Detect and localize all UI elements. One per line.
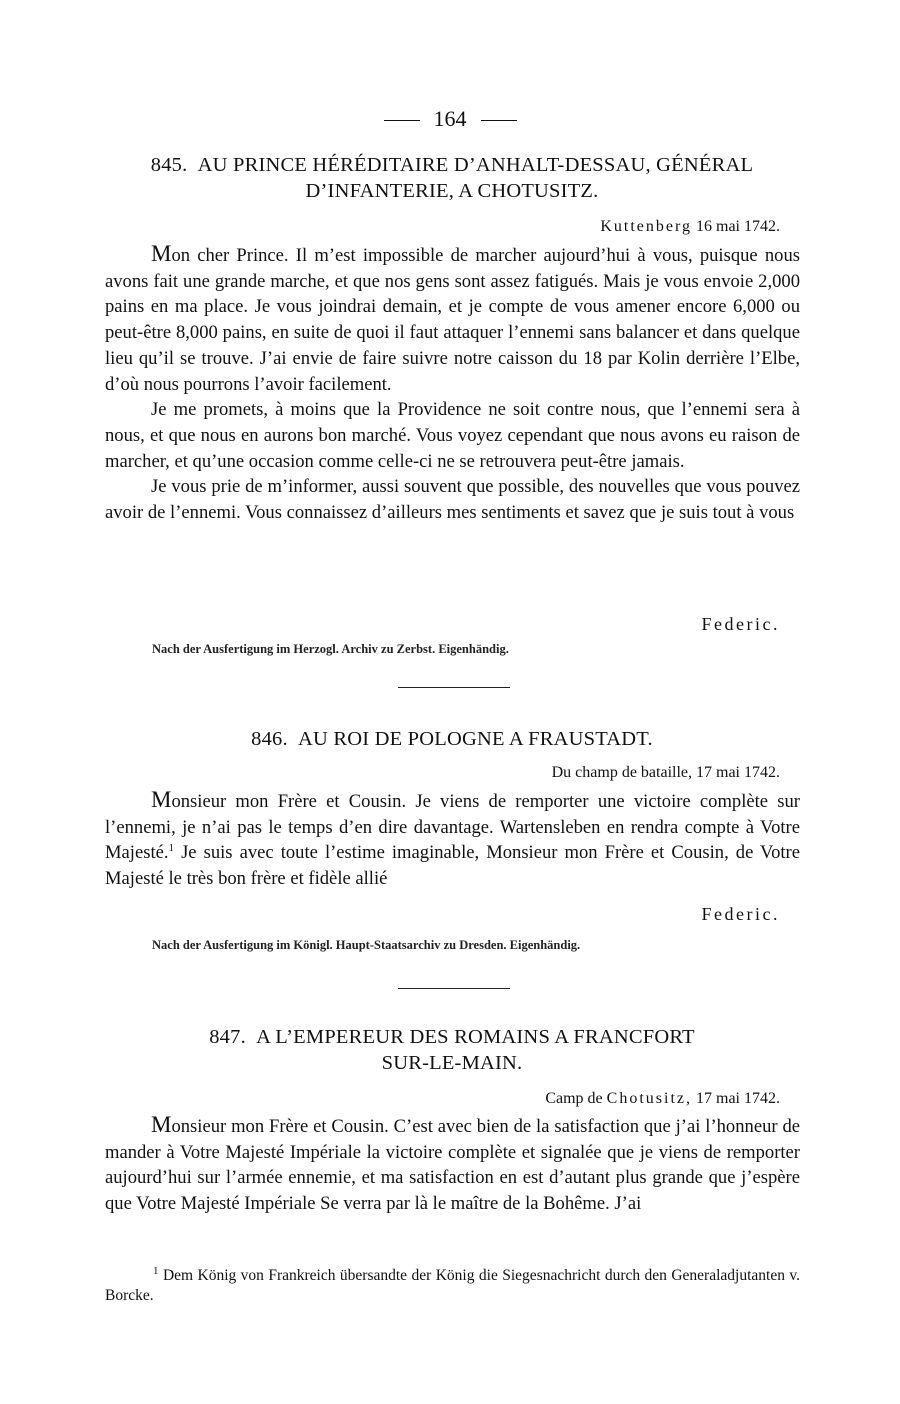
letter-847-place-prefix: Camp de	[545, 1090, 603, 1107]
letter-847-body	[105, 1112, 800, 1217]
letter-845-paragraph-3: Je vous prie de m’informer, aussi souvent que possible, des nouvelles que vous pouvez avoir de l’ennemi. Vous connaissez d’ailleurs mes sentiments et savez que je suis tout à vous	[105, 476, 800, 524]
letter-847-title-line1: A L’EMPEREUR DES ROMAINS A FRANCFORT	[256, 1026, 695, 1048]
letter-845-title	[104, 152, 800, 204]
letter-847-number: 847.	[209, 1026, 246, 1048]
letter-846-paragraph-1: Monsieur mon Frère et Cousin. Je viens de remporter une victoire complète sur l’ennemi, je n’ai pas le temps d’en dire davantage. Wartensleben en rendra compte à Votre Majesté.$^1$ Je suis avec toute l’estime imaginable, Monsieur mon Frère et Cousin, de Votre Majesté le très bon frère et fidèle allié	[105, 787, 800, 890]
letter-845-date: 16 mai 1742.	[696, 218, 780, 235]
letter-845-title-line2: D’INFANTERIE, A CHOTUSITZ.	[305, 180, 599, 202]
footnote-text: Dem König von Frankreich übersandte der König die Siegesnachricht durch den Generaladjutanten v. Borcke.	[105, 1267, 801, 1304]
section-divider	[398, 988, 510, 989]
letter-845-paragraph-2: Je me promets, à moins que la Providence ne soit contre nous, que l’ennemi sera à nous, et que nous en aurons bon marché. Vous voyez cependant que nous avons eu raison de marcher, et qu’une occasion comme celle-ci ne se retrouvera peut-être jamais.	[105, 399, 800, 472]
page-number: 164	[0, 104, 900, 134]
letter-845-number: 845.	[150, 154, 188, 176]
letter-845-place-date	[600, 216, 780, 238]
letter-847-paragraph-1: Monsieur mon Frère et Cousin. C’est avec bien de la satisfaction que j’ai l’honneur de mander à Votre Majesté Impériale la victoire complète et signalée que je viens de remporter aujourd’hui sur l’armée ennemie, et ma satisfaction en est d’autant plus grande que j’espère que Votre Majesté Impériale Se verra par là le maître de la Bohême. J’ai	[105, 1112, 800, 1215]
letter-847-place: Chotusitz,	[606, 1090, 692, 1107]
letter-846-signature: Federic.	[701, 904, 780, 924]
letter-846-title	[104, 726, 800, 752]
letter-847-place-date	[545, 1088, 780, 1110]
letter-846-number: 846.	[251, 728, 288, 750]
letter-846-title-line1: AU ROI DE POLOGNE A FRAUSTADT.	[298, 728, 653, 750]
letter-845-title-line1: AU PRINCE HÉRÉDITAIRE D’ANHALT-DESSAU, GÉNÉRAL	[197, 154, 754, 176]
letter-845-paragraph-1: Mon cher Prince. Il m’est impossible de marcher aujourd’hui à vous, puisque nous avons fait une grande marche, et que nos gens sont assez fatigués. Mais je vous envoie 2,000 pains en ma place. Je vous joindrai demain, et je compte de vous amener encore 6,000 ou peut-être 8,000 pains, en suite de quoi il faut attaquer l’ennemi sans balancer et dans quelque lieu qu’il se trouve. J’ai envie de faire suivre notre caisson du 18 par Kolin derrière l’Elbe, d’où nous pourrons l’avoir facilement.	[105, 241, 800, 395]
letter-846-body	[105, 787, 800, 892]
page-number-dash-right	[481, 120, 517, 121]
letter-846-source-note: Nach der Ausfertigung im Königl. Haupt-Staatsarchiv zu Dresden. Eigenhändig.	[152, 938, 581, 952]
letter-845-signature: Federic.	[701, 614, 780, 634]
letter-845-place: Kuttenberg	[600, 218, 692, 235]
footnote	[105, 1266, 800, 1306]
footnote-mark: 1	[153, 1264, 159, 1277]
letter-845-body	[105, 241, 800, 526]
letter-845-source-note: Nach der Ausfertigung im Herzogl. Archiv zu Zerbst. Eigenhändig.	[152, 642, 509, 656]
letter-846-place-date: Du champ de bataille, 17 mai 1742.	[551, 764, 780, 781]
letter-847-date: 17 mai 1742.	[696, 1090, 780, 1107]
letter-847-title	[104, 1024, 800, 1076]
footnote-reference: 1	[168, 842, 175, 855]
page-number-dash-left	[384, 120, 420, 121]
section-divider	[398, 687, 510, 688]
letter-847-title-line2: SUR-LE-MAIN.	[381, 1052, 523, 1074]
